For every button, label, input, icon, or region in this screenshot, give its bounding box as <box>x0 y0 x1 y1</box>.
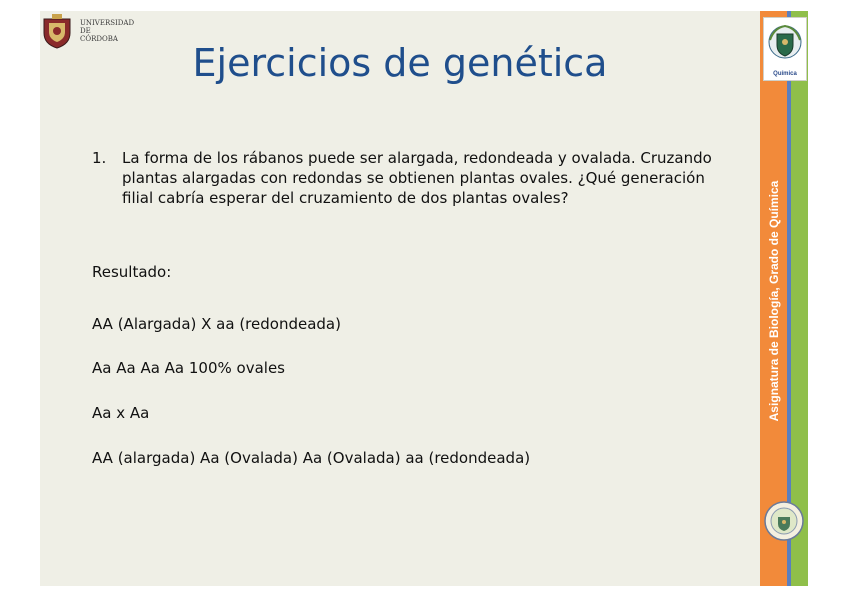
sidebar <box>760 11 808 586</box>
slide-title: Ejercicios de genética <box>192 41 608 85</box>
university-name <box>80 19 134 43</box>
result-label: Resultado: <box>92 263 172 281</box>
result-line: AA (alargada) Aa (Ovalada) Aa (Ovalada) aa (redondeada) <box>92 449 531 467</box>
university-line-2: DE <box>80 27 91 35</box>
question-text: La forma de los rábanos puede ser alargada, redondeada y ovalada. Cruzando plantas alargadas con redondas se obtienen plantas ovales. ¿Qué generación filial cabría esperar del cruzamiento de dos plantas ovales? <box>122 149 712 207</box>
result-line: AA (Alargada) X aa (redondeada) <box>92 315 341 333</box>
result-line: Aa x Aa <box>92 404 150 422</box>
sidebar-vertical-text: Asignatura de Biología, Grado de Química <box>767 180 781 422</box>
question-block <box>92 148 712 208</box>
emblem-label: Química <box>773 71 797 77</box>
result-line: Aa Aa Aa Aa 100% ovales <box>92 359 285 377</box>
slide <box>40 11 808 586</box>
question-number: 1. <box>92 149 107 167</box>
chemistry-emblem <box>763 17 807 81</box>
question-item <box>92 148 712 208</box>
university-line-1: UNIVERSIDAD <box>80 19 135 27</box>
sidebar-vertical-label <box>760 11 787 586</box>
sidebar-stripe-green <box>791 11 808 586</box>
faculty-seal <box>764 501 804 541</box>
university-line-3: CÓRDOBA <box>80 35 118 43</box>
faculty-seal-icon <box>764 501 804 541</box>
chemistry-crest-icon <box>764 18 806 80</box>
